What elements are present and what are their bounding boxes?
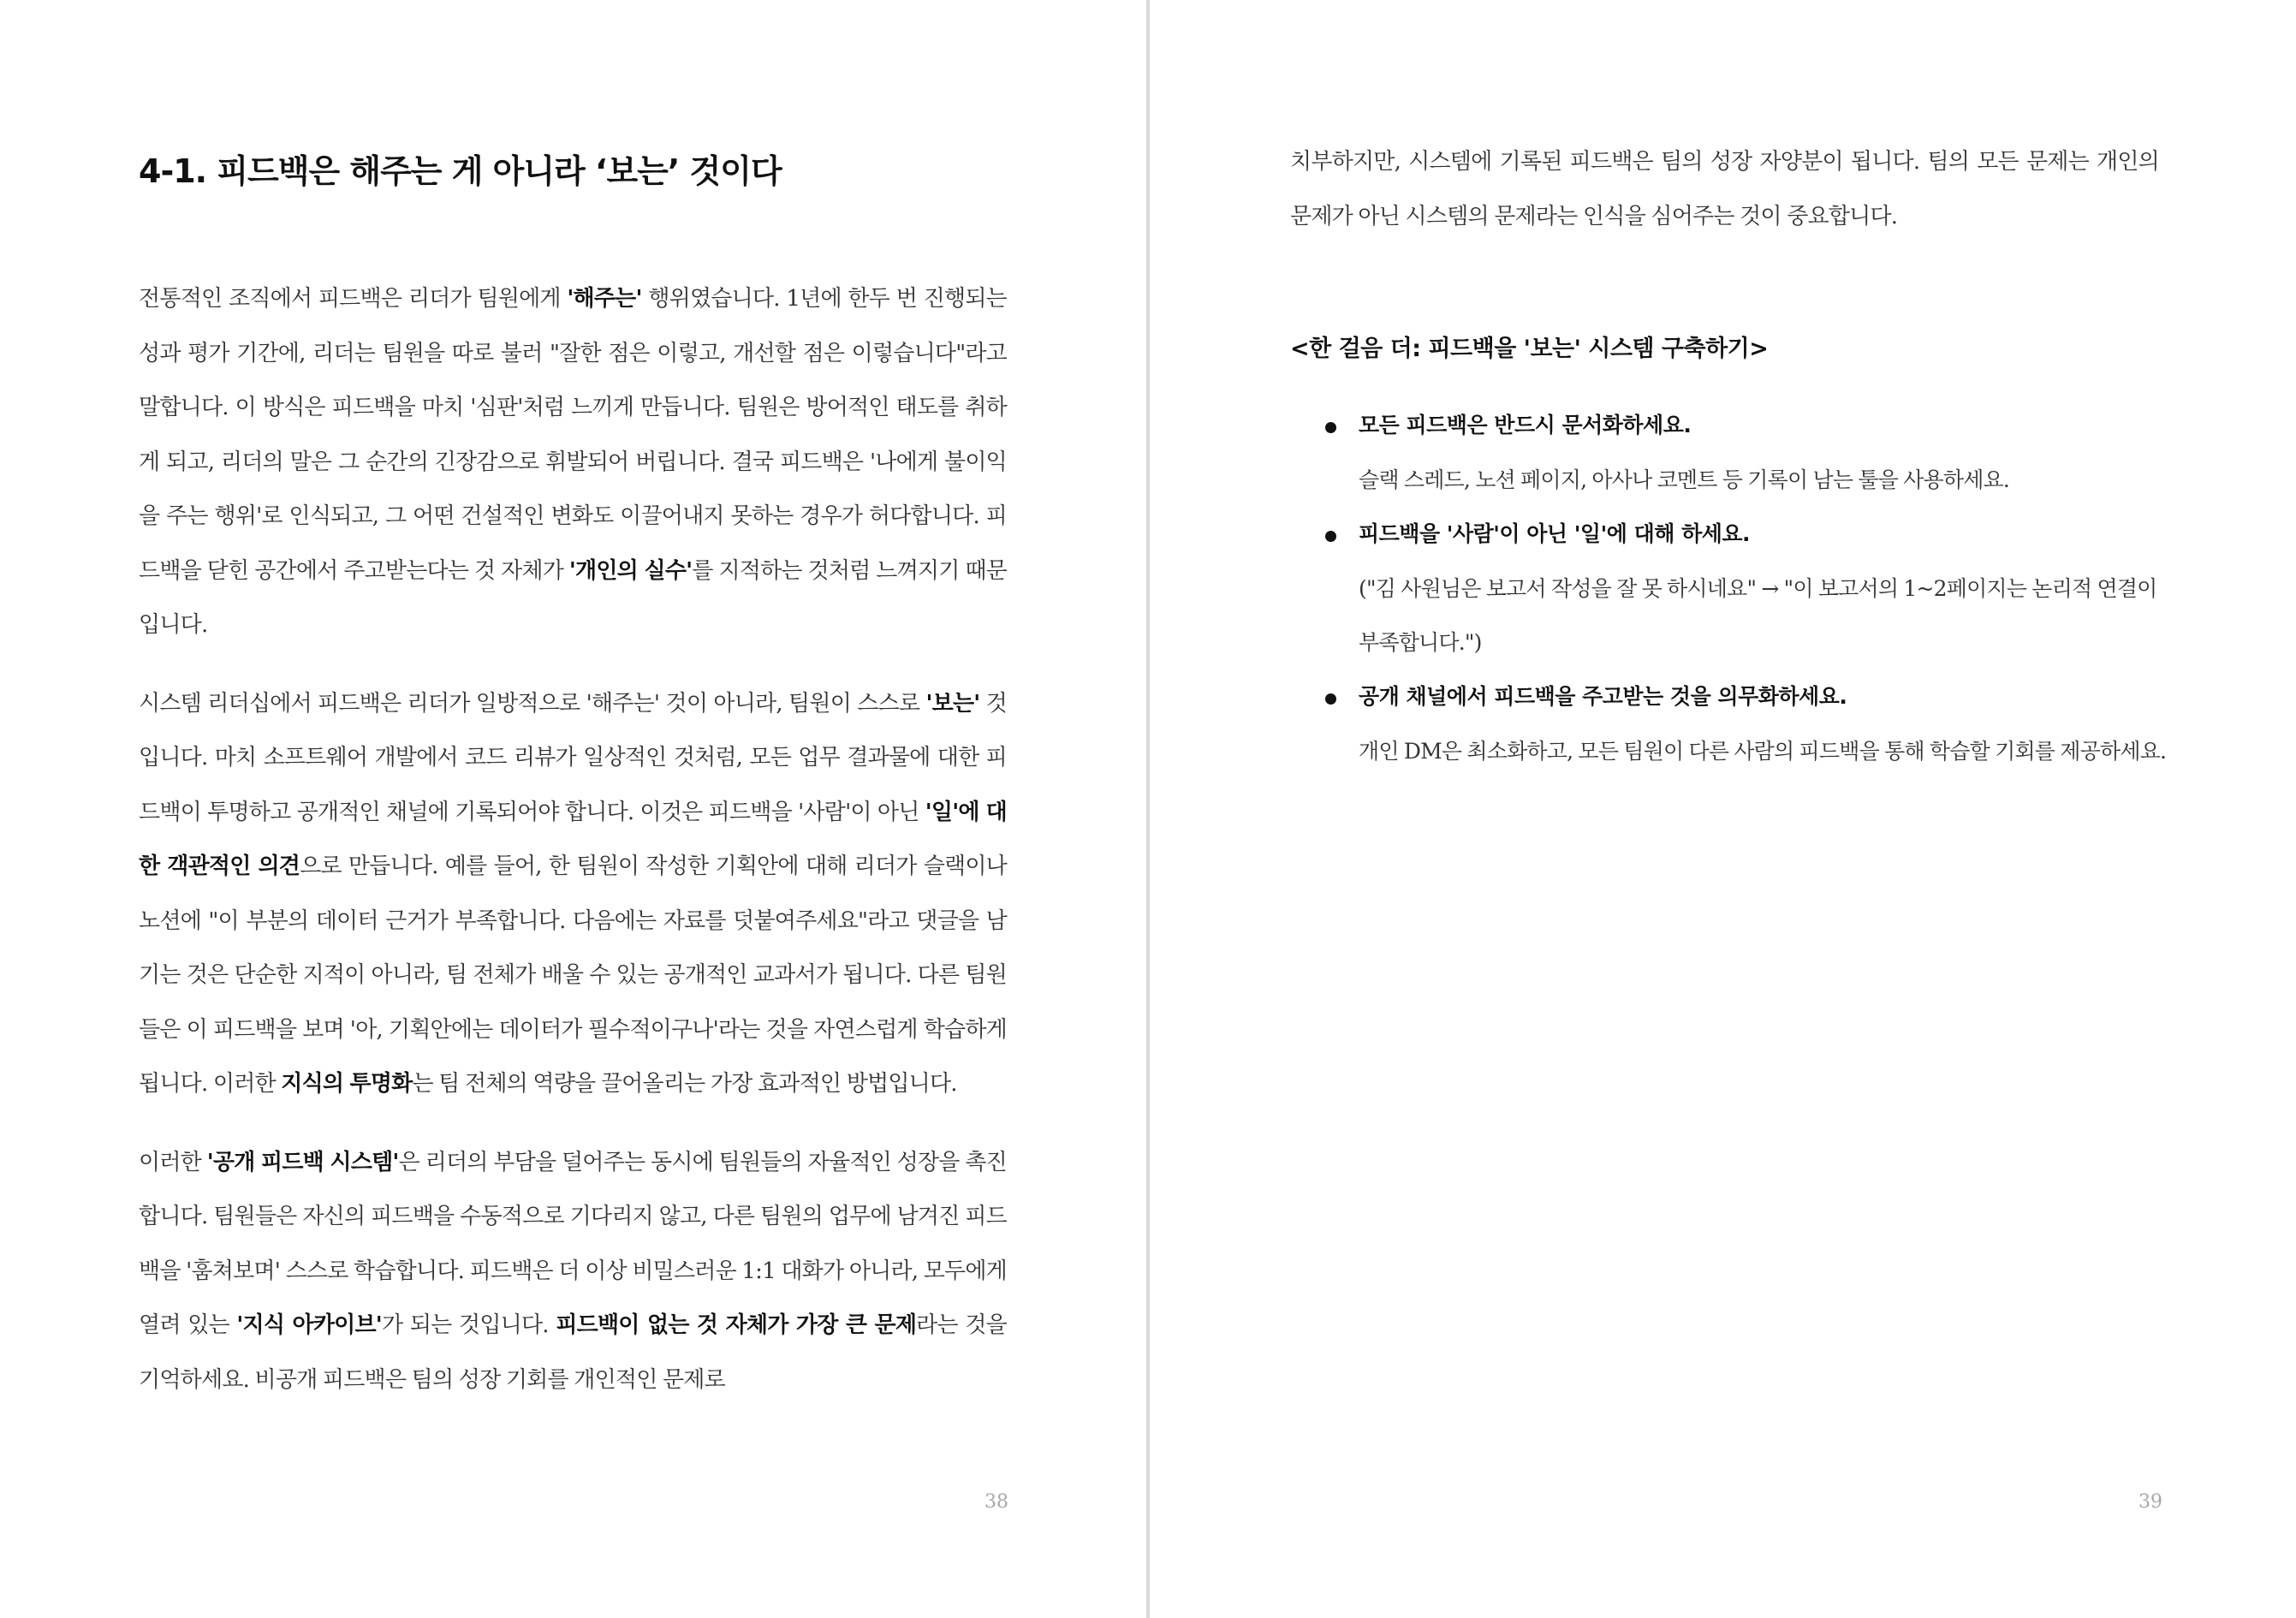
bullet-icon (1325, 531, 1336, 542)
text-run: 시스템 리더십에서 피드백은 리더가 일방적으로 '해주는' 것이 아니라, 팀원이 스스로 (139, 690, 926, 717)
tip-item (1318, 669, 2174, 778)
tip-description: 개인 DM은 최소화하고, 모든 팀원이 다른 사람의 피드백을 통해 학습할 기회를 제공하세요. (1359, 739, 2167, 764)
tip-item (1318, 507, 2174, 669)
paragraph (139, 1136, 1007, 1408)
tip-description: 슬랙 스레드, 노션 페이지, 아사나 코멘트 등 기록이 남는 툴을 사용하세요. (1359, 467, 2010, 492)
page-number: 39 (2138, 1491, 2162, 1513)
emphasis-text: '지식 아카이브' (236, 1312, 382, 1338)
text-run: 은 리더의 부담을 덜어주는 동시에 팀원들의 자율적인 성장을 촉진합니다. 팀원들은 자신의 피드백을 수동적으로 기다리지 않고, 다른 팀원의 업무에 남겨진 피드백을 '훔쳐보며' 스스로 학습합니다. 피드백은 더 이상 비밀스러운 1:1 대화가 아니라, 모두에게 열려 있는 (139, 1149, 1007, 1338)
bullet-icon (1325, 693, 1336, 705)
emphasis-text: 피드백이 없는 것 자체가 가장 큰 문제 (556, 1312, 917, 1338)
emphasis-text: '일'에 대한 객관적인 의견 (139, 799, 1007, 879)
text-run: 가 되는 것입니다. (381, 1312, 556, 1338)
bullet-icon (1325, 422, 1336, 433)
text-run: 전통적인 조직에서 피드백은 리더가 팀원에게 (139, 286, 568, 312)
emphasis-text: 지식의 투명화 (281, 1071, 413, 1097)
emphasis-text: '해주는' (567, 286, 642, 312)
text-run: 라는 것을 기억하세요. 비공개 피드백은 팀의 성장 기회를 개인적인 문제로 (139, 1312, 1007, 1393)
tip-title: 피드백을 '사람'이 아닌 '일'에 대해 하세요. (1359, 521, 1751, 546)
paragraph (139, 677, 1007, 1112)
text-run: 는 팀 전체의 역량을 끌어올리는 가장 효과적인 방법입니다. (412, 1071, 957, 1097)
page-number: 38 (984, 1491, 1008, 1513)
emphasis-text: '보는' (925, 690, 980, 717)
emphasis-text: '공개 피드백 시스템' (206, 1149, 399, 1175)
chapter-title: 4-1. 피드백은 해주는 게 아니라 ‘보는’ 것이다 (139, 152, 782, 190)
tip-item (1318, 398, 2174, 507)
continuation-text-block (1290, 135, 2159, 244)
text-run: 를 지적하는 것처럼 느껴지기 때문입니다. (139, 557, 1007, 638)
tips-list (1318, 398, 2174, 778)
text-run: 행위였습니다. 1년에 한두 번 진행되는 성과 평가 기간에, 리더는 팀원을 따로 불러 "잘한 점은 이렇고, 개선할 점은 이렇습니다"라고 말합니다. 이 방식은 피드백을 마치 '심판'처럼 느끼게 만듭니다. 팀원은 방어적인 태도를 취하게 되고, 리더의 말은 그 순간의 긴장감으로 휘발되어 버립니다. 결국 피드백은 '나에게 불이익을 주는 행위'로 인식되고, 그 어떤 건설적인 변화도 이끌어내지 못하는 경우가 허다합니다. 피드백을 닫힌 공간에서 주고받는다는 것 자체가 (139, 286, 1007, 584)
tip-description: ("김 사원님은 보고서 작성을 잘 못 하시네요" → "이 보고서의 1~2페이지는 논리적 연결이 부족합니다.") (1359, 576, 2157, 655)
text-run: 이러한 (139, 1149, 207, 1175)
tip-title: 모든 피드백은 반드시 문서화하세요. (1359, 413, 1692, 437)
body-text (139, 272, 1007, 1431)
emphasis-text: '개인의 실수' (568, 557, 693, 584)
continuation-paragraph: 치부하지만, 시스템에 기록된 피드백은 팀의 성장 자양분이 됩니다. 팀의 모든 문제는 개인의 문제가 아닌 시스템의 문제라는 인식을 심어주는 것이 중요합니다. (1290, 149, 2159, 229)
paragraph (139, 272, 1007, 653)
tip-title: 공개 채널에서 피드백을 주고받는 것을 의무화하세요. (1359, 684, 1847, 709)
text-run: 으로 만듭니다. 예를 들어, 한 팀원이 작성한 기획안에 대해 리더가 슬랙이나 노션에 "이 부분의 데이터 근거가 부족합니다. 다음에는 자료를 덧붙여주세요"라고 댓글을 남기는 것은 단순한 지적이 아니라, 팀 전체가 배울 수 있는 공개적인 교과서가 됩니다. 다른 팀원들은 이 피드백을 보며 '아, 기획안에는 데이터가 필수적이구나'라는 것을 자연스럽게 학습하게 됩니다. 이러한 (139, 854, 1007, 1097)
text-run: 것입니다. 마치 소프트웨어 개발에서 코드 리뷰가 일상적인 것처럼, 모든 업무 결과물에 대한 피드백이 투명하고 공개적인 채널에 기록되어야 합니다. 이것은 피드백을 '사람'이 아닌 (139, 690, 1007, 825)
section-heading: <한 걸음 더: 피드백을 '보는' 시스템 구축하기> (1290, 336, 1769, 362)
left-page (0, 0, 1146, 1618)
